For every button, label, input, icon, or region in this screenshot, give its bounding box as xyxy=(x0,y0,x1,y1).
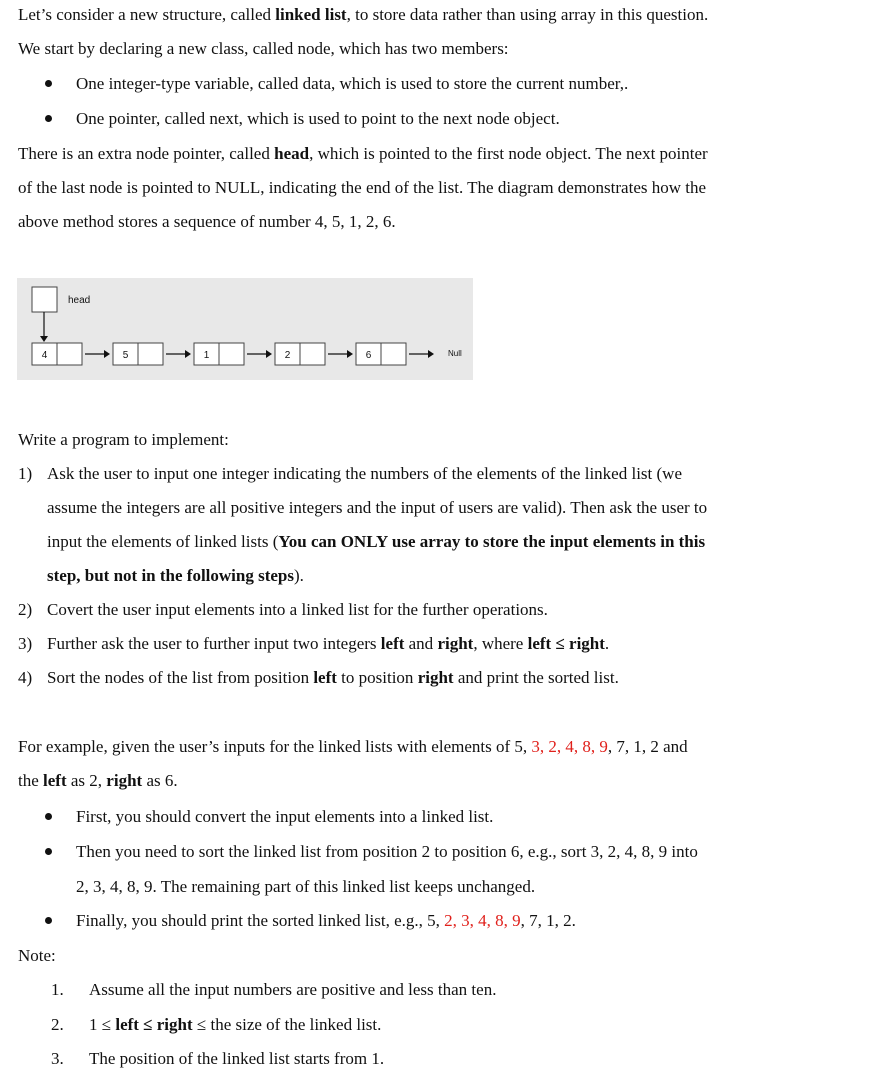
head-label: head xyxy=(68,295,91,306)
step-text: . xyxy=(604,634,610,653)
list-node xyxy=(194,343,272,365)
example-bullet-3 xyxy=(76,911,576,931)
next-arrowhead xyxy=(266,350,272,358)
term-right: right xyxy=(417,668,454,687)
intro-line-4: of the last node is pointed to NULL, indicating the end of the list. The diagram demonstrates how the xyxy=(18,178,707,197)
bullet-dot xyxy=(45,813,52,820)
list-node xyxy=(113,343,191,365)
intro-line-1 xyxy=(18,5,708,25)
term-left: left xyxy=(380,634,405,653)
term-right: right xyxy=(437,634,474,653)
intro-text: , which is pointed to the first node object. The next pointer xyxy=(309,144,708,163)
step-text: Sort the nodes of the list from position xyxy=(47,668,314,687)
example-text: the xyxy=(18,771,44,790)
note-title: Note: xyxy=(18,946,56,965)
note-number: 3. xyxy=(51,1049,64,1068)
highlighted-range: 3, 2, 4, 8, 9 xyxy=(531,737,608,756)
step-text: ). xyxy=(294,566,304,585)
step-text: to position xyxy=(336,668,418,687)
head-pointer-box xyxy=(32,287,57,312)
array-restriction-text: You can ONLY use array to store the input elements in this xyxy=(278,532,706,551)
bullet-dot xyxy=(45,848,52,855)
node-value: 6 xyxy=(365,350,372,361)
example-line-2 xyxy=(18,771,178,791)
node-value: 1 xyxy=(203,350,210,361)
note-2 xyxy=(89,1015,381,1035)
step-1-line-1: Ask the user to input one integer indicating the numbers of the elements of the linked list (we xyxy=(47,464,682,483)
member-next-item: One pointer, called next, which is used to point to the next node object. xyxy=(76,109,560,128)
head-arrowhead xyxy=(40,336,48,342)
step-text: , where xyxy=(473,634,528,653)
step-number: 2) xyxy=(18,600,33,619)
term-head: head xyxy=(274,144,310,163)
intro-text: , to store data rather than using array in this question. xyxy=(346,5,709,24)
step-number: 1) xyxy=(18,464,33,483)
next-arrowhead xyxy=(347,350,353,358)
task-intro: Write a program to implement: xyxy=(18,430,229,449)
example-line-1 xyxy=(18,737,688,757)
example-text: , 7, 1, 2. xyxy=(520,911,576,930)
intro-line-2: We start by declaring a new class, called node, which has two members: xyxy=(18,39,509,58)
step-1-line-3 xyxy=(47,532,705,552)
left-le-right: left ≤ right xyxy=(115,1015,193,1034)
note-3: The position of the linked list starts from 1. xyxy=(89,1049,385,1068)
step-1-line-4 xyxy=(47,566,304,586)
step-text: and print the sorted list. xyxy=(453,668,619,687)
example-text: , 7, 1, 2 and xyxy=(607,737,688,756)
term-left: left xyxy=(313,668,337,687)
next-arrowhead xyxy=(104,350,110,358)
bullet-dot xyxy=(45,80,52,87)
example-text: Finally, you should print the sorted linked list, e.g., 5, xyxy=(76,911,445,930)
example-text: as 2, xyxy=(66,771,107,790)
step-2-text: Covert the user input elements into a linked list for the further operations. xyxy=(47,600,548,619)
list-node xyxy=(275,343,353,365)
note-number: 2. xyxy=(51,1015,64,1034)
next-arrowhead xyxy=(185,350,191,358)
linked-list-svg xyxy=(17,278,473,380)
nodes-group xyxy=(32,343,434,365)
left-le-right: left ≤ right xyxy=(527,634,605,653)
example-bullet-2-cont: 2, 3, 4, 8, 9. The remaining part of this linked list keeps unchanged. xyxy=(76,877,536,896)
bullet-dot xyxy=(45,115,52,122)
node-next-cell xyxy=(300,343,325,365)
term-left: left xyxy=(43,771,67,790)
example-text: For example, given the user’s inputs for the linked lists with elements of 5, xyxy=(18,737,532,756)
step-text: and xyxy=(404,634,438,653)
node-next-cell xyxy=(381,343,406,365)
node-next-cell xyxy=(57,343,82,365)
bullet-dot xyxy=(45,917,52,924)
step-text: Further ask the user to further input two integers xyxy=(47,634,381,653)
note-number: 1. xyxy=(51,980,64,999)
step-text: input the elements of linked lists ( xyxy=(47,532,279,551)
node-next-cell xyxy=(219,343,244,365)
highlighted-range: 2, 3, 4, 8, 9 xyxy=(444,911,521,930)
step-4-text xyxy=(47,668,619,688)
null-label: Null xyxy=(448,349,462,358)
linked-list-diagram xyxy=(17,278,473,380)
intro-line-5: above method stores a sequence of number 4, 5, 1, 2, 6. xyxy=(18,212,396,231)
node-value: 5 xyxy=(122,350,129,361)
intro-text: There is an extra node pointer, called xyxy=(18,144,275,163)
example-bullet-2: Then you need to sort the linked list from position 2 to position 6, e.g., sort 3, 2, 4, 8, 9 into xyxy=(76,842,698,861)
term-right: right xyxy=(106,771,143,790)
intro-text: Let’s consider a new structure, called xyxy=(18,5,276,24)
step-number: 3) xyxy=(18,634,33,653)
node-value: 2 xyxy=(284,350,291,361)
term-linked-list: linked list xyxy=(275,5,347,24)
node-value: 4 xyxy=(41,350,48,361)
intro-line-3 xyxy=(18,144,708,164)
step-3-text xyxy=(47,634,609,654)
node-next-cell xyxy=(138,343,163,365)
note-1: Assume all the input numbers are positive and less than ten. xyxy=(89,980,497,999)
note-text: ≤ the size of the linked list. xyxy=(192,1015,382,1034)
step-number: 4) xyxy=(18,668,33,687)
member-data-item: One integer-type variable, called data, which is used to store the current number,. xyxy=(76,74,629,93)
list-node xyxy=(32,343,110,365)
step-1-line-2: assume the integers are all positive integers and the input of users are valid). Then ask the user to xyxy=(47,498,708,517)
list-node xyxy=(356,343,434,365)
next-arrowhead xyxy=(428,350,434,358)
example-bullet-1: First, you should convert the input elements into a linked list. xyxy=(76,807,494,826)
note-text: 1 ≤ xyxy=(89,1015,116,1034)
example-text: as 6. xyxy=(142,771,178,790)
array-restriction-text: step, but not in the following steps xyxy=(47,566,295,585)
